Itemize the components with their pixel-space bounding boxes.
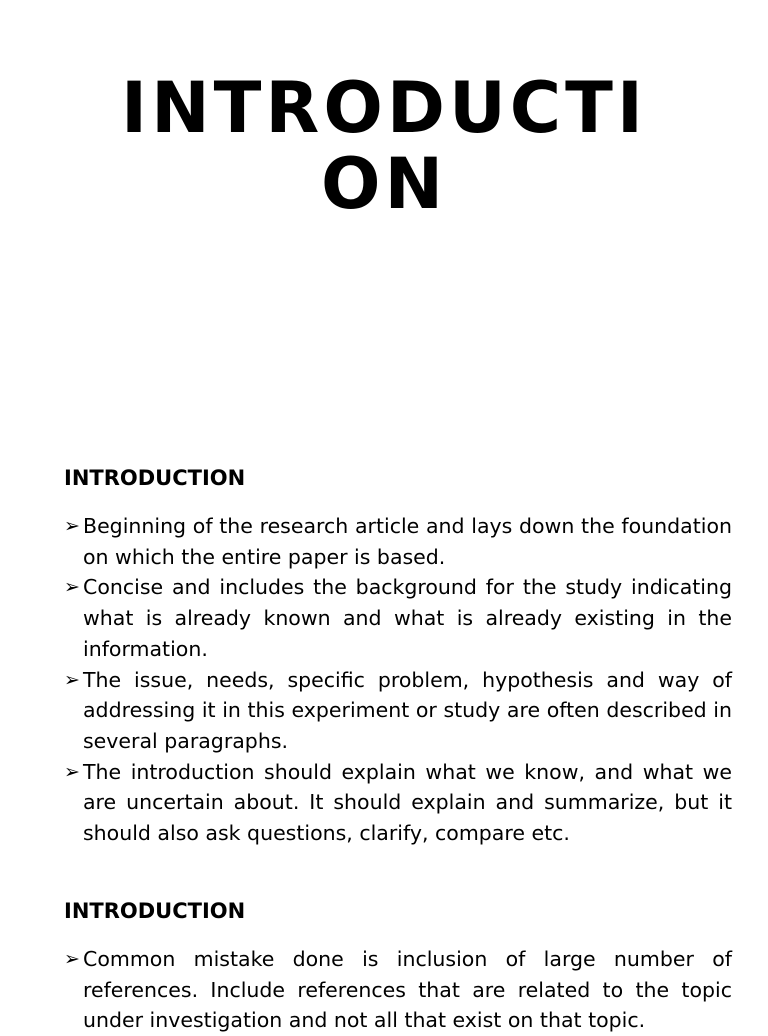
arrowhead-bullet-icon: ➢	[64, 668, 80, 691]
bullet-text: The issue, needs, specific problem, hypothesis and way of addressing it in this experiment or study are often described in several paragraphs.	[83, 667, 732, 753]
section-introduction-1	[64, 462, 732, 849]
title-slide	[0, 0, 768, 440]
bullet-list	[64, 944, 732, 1036]
bullet-list	[64, 511, 732, 849]
list-item	[64, 757, 732, 849]
arrowhead-bullet-icon: ➢	[64, 948, 80, 970]
bullet-text: The introduction should explain what we know, and what we are uncertain about. It should explain and summarize, but it should also ask questions, clarify, compare etc.	[83, 759, 732, 846]
section-heading: INTRODUCTION	[64, 466, 246, 490]
list-item	[64, 572, 732, 664]
arrowhead-bullet-icon: ➢	[64, 515, 80, 537]
section-introduction-2	[64, 895, 732, 1036]
list-item	[64, 944, 732, 1036]
arrowhead-bullet-icon: ➢	[64, 760, 80, 783]
slide-title: INTRODUCTION	[121, 67, 647, 225]
bullet-text: Concise and includes the background for the study indicating what is already known and what is already existing in the information.	[83, 575, 732, 661]
list-item	[64, 665, 732, 757]
bullet-text: Beginning of the research article and lays down the foundation on which the entire paper is based.	[83, 514, 732, 569]
bullet-text: Common mistake done is inclusion of large number of references. Include references that are related to the topic under investigation and not all that exist on that topic.	[83, 947, 732, 1033]
section-heading: INTRODUCTION	[64, 899, 246, 923]
list-item	[64, 511, 732, 572]
arrowhead-bullet-icon: ➢	[64, 576, 80, 599]
